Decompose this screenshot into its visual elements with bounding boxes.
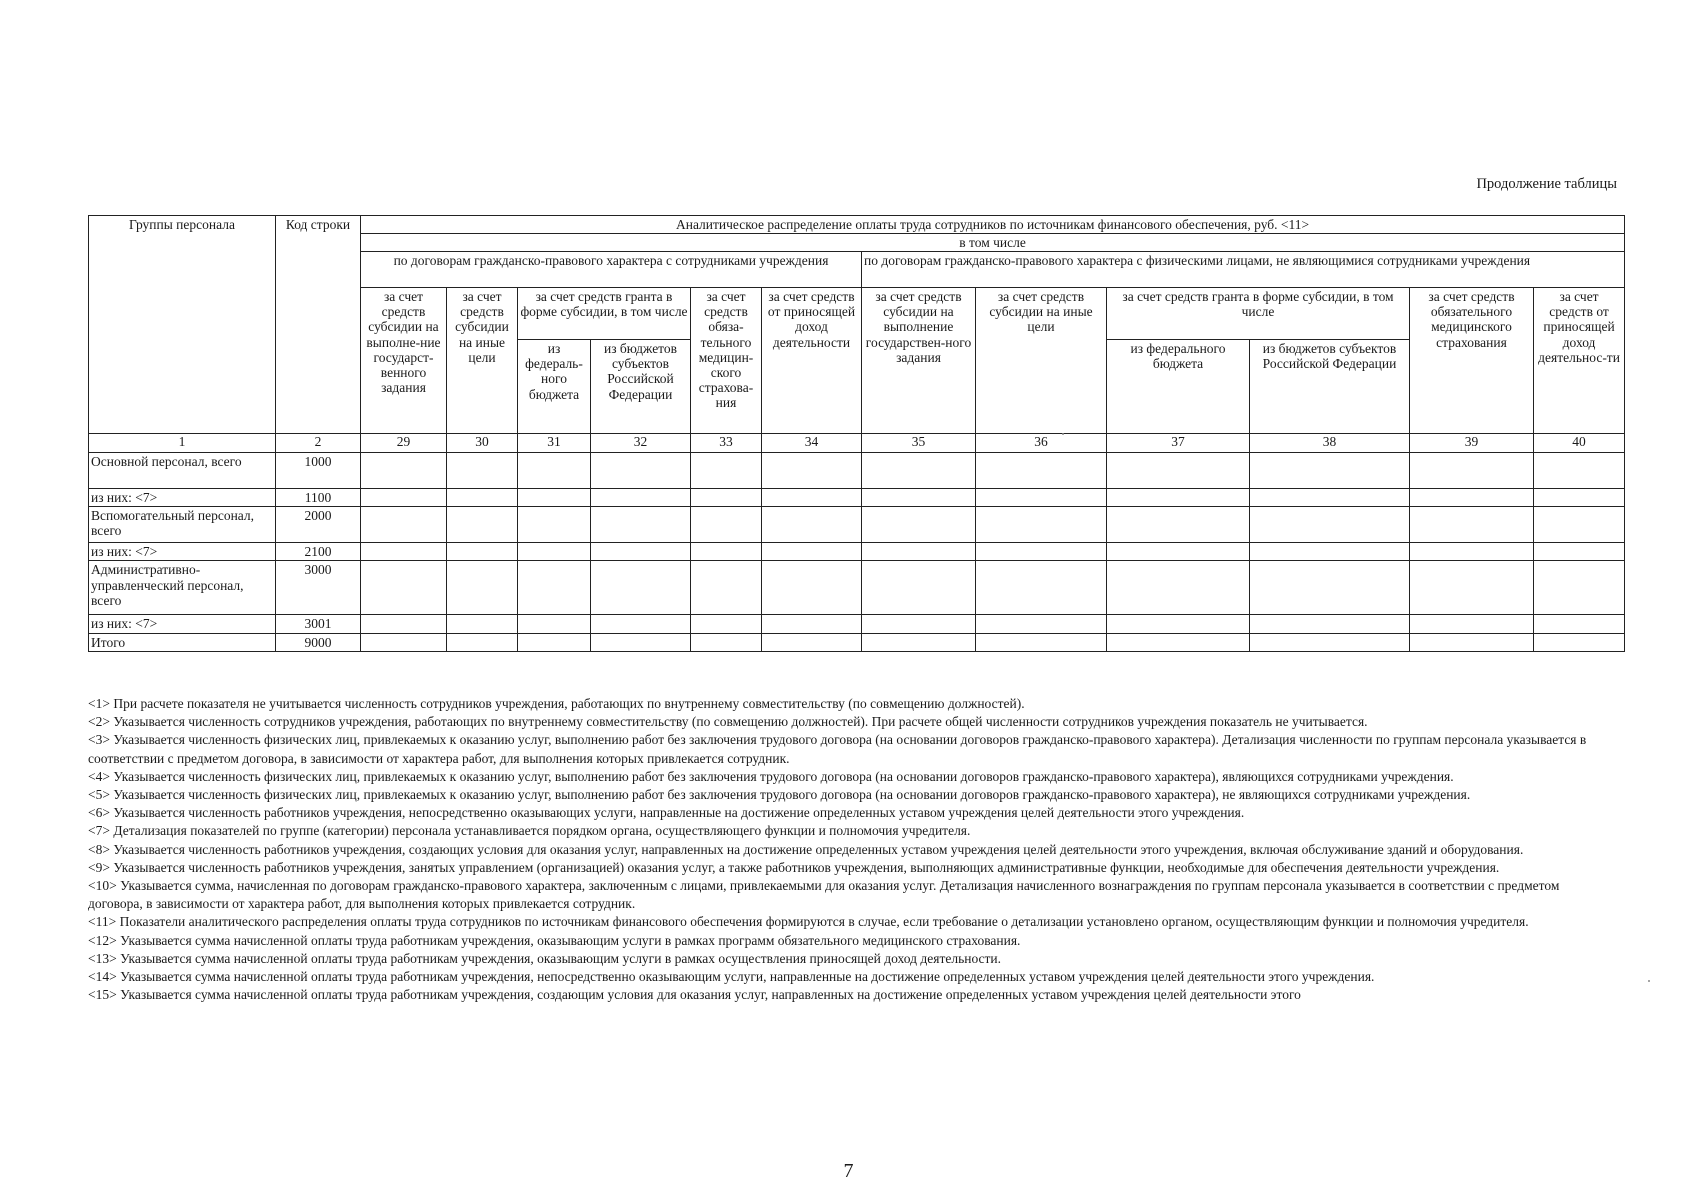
value-cell [447, 453, 518, 489]
value-cell [1534, 543, 1625, 561]
value-cell [1534, 489, 1625, 507]
row-code: 2000 [276, 507, 361, 543]
col-number: 29 [361, 434, 447, 453]
col-number: 35 [862, 434, 976, 453]
row-group-label: из них: <7> [89, 543, 276, 561]
value-cell [762, 633, 862, 651]
col-number: 36 [976, 434, 1107, 453]
col-number: 30 [447, 434, 518, 453]
value-cell [447, 561, 518, 615]
col-number: 38 [1250, 434, 1410, 453]
header-col-39: за счет средств обязательного медицинского страхования [1410, 288, 1534, 434]
value-cell [1410, 507, 1534, 543]
value-cell [518, 489, 591, 507]
value-cell [862, 633, 976, 651]
row-group-label: Вспомогательный персонал, всего [89, 507, 276, 543]
col-number: 40 [1534, 434, 1625, 453]
value-cell [361, 453, 447, 489]
footnote: <9> Указывается численность работников учреждения, занятых управлением (организацией) оказания услуг, а также работников учреждения, выполняющих административные функции, необходимые для обеспечения деятельности учреждения. [88, 859, 1500, 875]
value-cell [976, 615, 1107, 633]
value-cell [976, 561, 1107, 615]
footnotes [88, 695, 1608, 1004]
table-row [89, 453, 1625, 489]
header-col-34: за счет средств от приносящей доход деятельности [762, 288, 862, 434]
col-number: 39 [1410, 434, 1534, 453]
footnote: <13> Указывается сумма начисленной оплаты труда работникам учреждения, оказывающим услуги в рамках осуществления приносящей доход деятельности. [88, 950, 1002, 966]
value-cell [691, 561, 762, 615]
footnote: <11> Показатели аналитического распределения оплаты труда сотрудников по источникам финансового обеспечения формируются в случае, если требование о детализации установлено органом, осуществляющим функции и полномочия учредителя. [88, 914, 1529, 930]
row-group-label: Административно-управленческий персонал, всего [89, 561, 276, 615]
value-cell [1410, 489, 1534, 507]
value-cell [1534, 561, 1625, 615]
value-cell [1107, 561, 1250, 615]
value-cell [976, 453, 1107, 489]
header-col-29: за счет средств субсидии на выполне-ние государст-венного задания [361, 288, 447, 434]
value-cell [1107, 489, 1250, 507]
value-cell [762, 561, 862, 615]
value-cell [591, 633, 691, 651]
value-cell [691, 453, 762, 489]
row-group-label: из них: <7> [89, 489, 276, 507]
header-col-33: за счет средств обяза-тельного медицин-ского страхова-ния [691, 288, 762, 434]
value-cell [361, 489, 447, 507]
header-contract-staff: по договорам гражданско-правового характера с сотрудниками учреждения [361, 252, 862, 288]
scan-speck [1648, 980, 1650, 982]
table-row [89, 543, 1625, 561]
value-cell [591, 453, 691, 489]
header-grant-a: за счет средств гранта в форме субсидии, в том числе [518, 288, 691, 340]
col-number: 37 [1107, 434, 1250, 453]
value-cell [447, 507, 518, 543]
value-cell [762, 489, 862, 507]
value-cell [1410, 561, 1534, 615]
table-row [89, 633, 1625, 651]
value-cell [518, 507, 591, 543]
value-cell [862, 615, 976, 633]
footnote: <8> Указывается численность работников учреждения, создающих условия для оказания услуг, направленных на достижение определенных уставом учреждения целей деятельности этого учреждения, включая обслуживание зданий и оборудования. [88, 841, 1524, 857]
scan-speck [1062, 433, 1064, 435]
value-cell [976, 489, 1107, 507]
column-number-row [89, 434, 1625, 453]
header-col-38: из бюджетов субъектов Российской Федерации [1250, 340, 1410, 434]
table-row [89, 507, 1625, 543]
value-cell [1250, 633, 1410, 651]
value-cell [518, 615, 591, 633]
value-cell [518, 561, 591, 615]
value-cell [1534, 453, 1625, 489]
footnote: <10> Указывается сумма, начисленная по договорам гражданско-правового характера, заключенным с лицами, привлекаемыми для оказания услуг. Детализация начисленного вознаграждения по группам персонала указывается в соответствии с предметом договора, в зависимости от характера работ, для выполнения которых привлекается сотрудник. [88, 878, 1560, 912]
header-col-37: из федерального бюджета [1107, 340, 1250, 434]
value-cell [361, 615, 447, 633]
row-code: 1000 [276, 453, 361, 489]
footnote: <4> Указывается численность физических лиц, привлекаемых к оказанию услуг, выполнению работ без заключения трудового договора (на основании договоров гражданско-правового характера), являющихся сотрудниками учреждения. [88, 768, 1454, 784]
header-col-36: за счет средств субсидии на иные цели [976, 288, 1107, 434]
payroll-distribution-table [88, 215, 1625, 652]
value-cell [762, 615, 862, 633]
value-cell [691, 633, 762, 651]
table-row [89, 615, 1625, 633]
row-group-label: Основной персонал, всего [89, 453, 276, 489]
header-col-30: за счет средств субсидии на иные цели [447, 288, 518, 434]
header-groups: Группы персонала [89, 216, 276, 434]
page-number: 7 [843, 1160, 854, 1182]
value-cell [518, 633, 591, 651]
value-cell [518, 543, 591, 561]
header-contract-persons: по договорам гражданско-правового характера с физическими лицами, не являющимися сотрудниками учреждения [862, 252, 1625, 288]
value-cell [862, 543, 976, 561]
value-cell [762, 507, 862, 543]
value-cell [1250, 489, 1410, 507]
row-code: 9000 [276, 633, 361, 651]
footnote: <14> Указывается сумма начисленной оплаты труда работникам учреждения, непосредственно оказывающим услуги, направленные на достижение определенных уставом учреждения целей деятельности этого учреждения. [88, 969, 1375, 985]
continuation-label: Продолжение таблицы [1476, 176, 1617, 192]
row-code: 3001 [276, 615, 361, 633]
table-row [89, 561, 1625, 615]
value-cell [976, 633, 1107, 651]
value-cell [1107, 543, 1250, 561]
value-cell [862, 561, 976, 615]
col-number: 2 [276, 434, 361, 453]
value-cell [1534, 615, 1625, 633]
footnote: <5> Указывается численность физических лиц, привлекаемых к оказанию услуг, выполнению работ без заключения трудового договора (на основании договоров гражданско-правового характера), не являющихся сотрудниками учреждения. [88, 787, 1471, 803]
header-col-31: из федераль-ного бюджета [518, 340, 591, 434]
footnote: <15> Указывается сумма начисленной оплаты труда работникам учреждения, создающим условия для оказания услуг, направленных на достижение определенных уставом учреждения целей деятельности этого [88, 987, 1301, 1003]
value-cell [862, 453, 976, 489]
value-cell [591, 615, 691, 633]
header-code: Код строки [276, 216, 361, 434]
value-cell [1410, 633, 1534, 651]
value-cell [1250, 561, 1410, 615]
value-cell [361, 543, 447, 561]
value-cell [447, 543, 518, 561]
value-cell [762, 453, 862, 489]
row-group-label: Итого [89, 633, 276, 651]
value-cell [1534, 507, 1625, 543]
footnote: <7> Детализация показателей по группе (категории) персонала устанавливается порядком органа, осуществляющего функции и полномочия учредителя. [88, 823, 971, 839]
footnote: <2> Указывается численность сотрудников учреждения, работающих по внутреннему совместительству (по совмещению должностей). При расчете общей численности сотрудников учреждения показатель не учитывается. [88, 714, 1368, 730]
value-cell [691, 507, 762, 543]
value-cell [591, 489, 691, 507]
col-number: 34 [762, 434, 862, 453]
value-cell [1107, 507, 1250, 543]
footnote: <6> Указывается численность работников учреждения, непосредственно оказывающих услуги, направленные на достижение определенных уставом учреждения целей деятельности этого учреждения. [88, 805, 1245, 821]
row-code: 2100 [276, 543, 361, 561]
footnote: <1> При расчете показателя не учитывается численность сотрудников учреждения, работающих по внутреннему совместительству (по совмещению должностей). [88, 696, 1025, 711]
value-cell [762, 543, 862, 561]
value-cell [1107, 633, 1250, 651]
footnote: <3> Указывается численность физических лиц, привлекаемых к оказанию услуг, выполнению работ без заключения трудового договора (на основании договоров гражданско-правового характера). Детализация численности по группам персонала указывается в соответствии с предметом договора, в зависимости от характера работ, для выполнения которых привлекается сотрудник. [88, 732, 1587, 766]
header-col-35: за счет средств субсидии на выполнение государствен-ного задания [862, 288, 976, 434]
value-cell [591, 507, 691, 543]
value-cell [691, 543, 762, 561]
value-cell [447, 633, 518, 651]
value-cell [1410, 543, 1534, 561]
header-grant-b: за счет средств гранта в форме субсидии, в том числе [1107, 288, 1410, 340]
value-cell [447, 489, 518, 507]
col-number: 31 [518, 434, 591, 453]
row-code: 1100 [276, 489, 361, 507]
value-cell [591, 561, 691, 615]
value-cell [862, 489, 976, 507]
value-cell [1107, 453, 1250, 489]
value-cell [447, 615, 518, 633]
value-cell [361, 633, 447, 651]
value-cell [691, 615, 762, 633]
value-cell [591, 543, 691, 561]
value-cell [691, 489, 762, 507]
value-cell [1410, 453, 1534, 489]
value-cell [976, 543, 1107, 561]
row-code: 3000 [276, 561, 361, 615]
row-group-label: из них: <7> [89, 615, 276, 633]
col-number: 32 [591, 434, 691, 453]
value-cell [1250, 453, 1410, 489]
header-col-32: из бюджетов субъектов Российской Федерации [591, 340, 691, 434]
header-main: Аналитическое распределение оплаты труда сотрудников по источникам финансового обеспечения, руб. <11> [361, 216, 1625, 234]
value-cell [361, 507, 447, 543]
value-cell [518, 453, 591, 489]
table-row [89, 489, 1625, 507]
footnote: <12> Указывается сумма начисленной оплаты труда работникам учреждения, оказывающим услуги в рамках программ обязательного медицинского страхования. [88, 932, 1021, 948]
header-col-40: за счет средств от приносящей доход деятельнос-ти [1534, 288, 1625, 434]
col-number: 33 [691, 434, 762, 453]
value-cell [1250, 543, 1410, 561]
value-cell [1250, 615, 1410, 633]
value-cell [1410, 615, 1534, 633]
value-cell [1250, 507, 1410, 543]
value-cell [1534, 633, 1625, 651]
value-cell [976, 507, 1107, 543]
value-cell [361, 561, 447, 615]
header-including: в том числе [361, 234, 1625, 252]
col-number: 1 [89, 434, 276, 453]
value-cell [862, 507, 976, 543]
value-cell [1107, 615, 1250, 633]
